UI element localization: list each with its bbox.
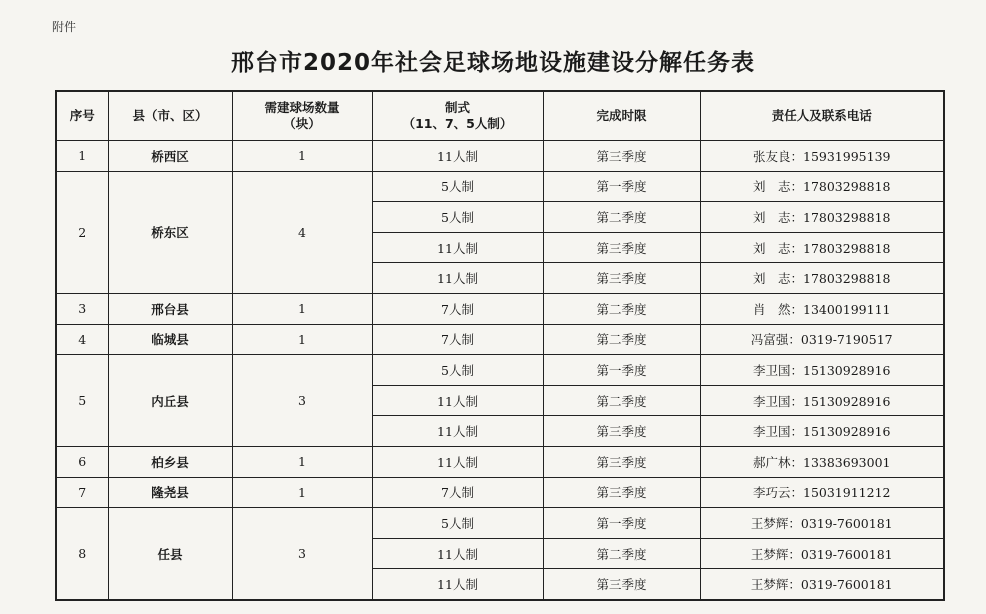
- county-cell: 临城县: [108, 324, 232, 355]
- deadline-cell: 第一季度: [543, 355, 700, 386]
- seq-cell: 1: [56, 141, 108, 172]
- contact-cell: 刘 志：17803298818: [700, 202, 944, 233]
- county-cell: 桥西区: [108, 141, 232, 172]
- contact-cell: 王梦辉：0319-7600181: [700, 538, 944, 569]
- count-cell: 1: [232, 446, 372, 477]
- table-row: [56, 508, 944, 539]
- deadline-cell: 第三季度: [543, 446, 700, 477]
- contact-cell: 李卫国：15130928916: [700, 416, 944, 447]
- format-cell: 7人制: [372, 324, 543, 355]
- table-body: [56, 141, 944, 600]
- format-cell: 5人制: [372, 508, 543, 539]
- deadline-cell: 第三季度: [543, 141, 700, 172]
- format-cell: 11人制: [372, 446, 543, 477]
- format-cell: 11人制: [372, 141, 543, 172]
- format-cell: 7人制: [372, 293, 543, 324]
- table-row: [56, 355, 944, 386]
- table-row: [56, 477, 944, 508]
- deadline-cell: 第二季度: [543, 202, 700, 233]
- contact-cell: 刘 志：17803298818: [700, 232, 944, 263]
- seq-cell: 6: [56, 446, 108, 477]
- contact-cell: 王梦辉：0319-7600181: [700, 508, 944, 539]
- county-cell: 柏乡县: [108, 446, 232, 477]
- header-seq: 序号: [56, 91, 108, 141]
- deadline-cell: 第二季度: [543, 538, 700, 569]
- contact-cell: 刘 志：17803298818: [700, 171, 944, 202]
- format-cell: 11人制: [372, 569, 543, 600]
- header-format-line2: （11、7、5人制）: [402, 116, 513, 131]
- header-count-line2: （块）: [283, 116, 321, 131]
- contact-cell: 刘 志：17803298818: [700, 263, 944, 294]
- deadline-cell: 第三季度: [543, 569, 700, 600]
- deadline-cell: 第二季度: [543, 293, 700, 324]
- contact-cell: 李卫国：15130928916: [700, 385, 944, 416]
- header-format: [372, 91, 543, 141]
- header-county: 县（市、区）: [108, 91, 232, 141]
- deadline-cell: 第三季度: [543, 477, 700, 508]
- header-count-line1: 需建球场数量: [264, 100, 340, 115]
- table-row: [56, 141, 944, 172]
- task-table: [55, 90, 945, 601]
- table-row: [56, 171, 944, 202]
- count-cell: 1: [232, 141, 372, 172]
- format-cell: 11人制: [372, 416, 543, 447]
- contact-cell: 李巧云：15031911212: [700, 477, 944, 508]
- county-cell: 桥东区: [108, 171, 232, 293]
- format-cell: 5人制: [372, 202, 543, 233]
- county-cell: 任县: [108, 508, 232, 600]
- header-contact: 责任人及联系电话: [700, 91, 944, 141]
- deadline-cell: 第三季度: [543, 263, 700, 294]
- format-cell: 11人制: [372, 232, 543, 263]
- seq-cell: 8: [56, 508, 108, 600]
- deadline-cell: 第二季度: [543, 385, 700, 416]
- header-count: [232, 91, 372, 141]
- format-cell: 7人制: [372, 477, 543, 508]
- seq-cell: 5: [56, 355, 108, 447]
- format-cell: 11人制: [372, 385, 543, 416]
- deadline-cell: 第三季度: [543, 232, 700, 263]
- deadline-cell: 第一季度: [543, 171, 700, 202]
- count-cell: 1: [232, 293, 372, 324]
- attachment-label: 附件: [52, 20, 77, 34]
- table-header-row: [56, 91, 944, 141]
- seq-cell: 7: [56, 477, 108, 508]
- contact-cell: 冯富强：0319-7190517: [700, 324, 944, 355]
- county-cell: 内丘县: [108, 355, 232, 447]
- count-cell: 1: [232, 324, 372, 355]
- count-cell: 1: [232, 477, 372, 508]
- deadline-cell: 第二季度: [543, 324, 700, 355]
- seq-cell: 2: [56, 171, 108, 293]
- table-row: [56, 293, 944, 324]
- count-cell: 3: [232, 355, 372, 447]
- table-row: [56, 446, 944, 477]
- seq-cell: 3: [56, 293, 108, 324]
- table-row: [56, 324, 944, 355]
- county-cell: 邢台县: [108, 293, 232, 324]
- county-cell: 隆尧县: [108, 477, 232, 508]
- format-cell: 5人制: [372, 355, 543, 386]
- header-format-line1: 制式: [444, 100, 470, 115]
- format-cell: 11人制: [372, 538, 543, 569]
- contact-cell: 张友良：15931995139: [700, 141, 944, 172]
- page-title: 邢台市2020年社会足球场地设施建设分解任务表: [230, 50, 755, 76]
- count-cell: 3: [232, 508, 372, 600]
- format-cell: 11人制: [372, 263, 543, 294]
- format-cell: 5人制: [372, 171, 543, 202]
- deadline-cell: 第三季度: [543, 416, 700, 447]
- seq-cell: 4: [56, 324, 108, 355]
- header-deadline: 完成时限: [543, 91, 700, 141]
- contact-cell: 王梦辉：0319-7600181: [700, 569, 944, 600]
- contact-cell: 李卫国：15130928916: [700, 355, 944, 386]
- contact-cell: 肖 然：13400199111: [700, 293, 944, 324]
- count-cell: 4: [232, 171, 372, 293]
- deadline-cell: 第一季度: [543, 508, 700, 539]
- contact-cell: 郝广林：13383693001: [700, 446, 944, 477]
